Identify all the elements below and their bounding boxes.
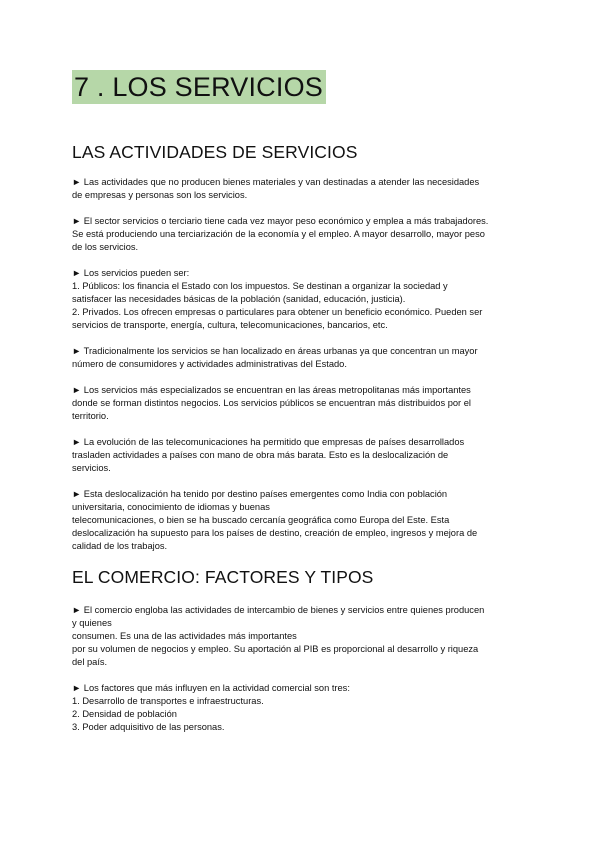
paragraph: ► Tradicionalmente los servicios se han localizado en áreas urbanas ya que concentran un mayor número de consumidores y actividades administrativas del Estado. bbox=[72, 346, 478, 369]
paragraph: ► Las actividades que no producen bienes materiales y van destinadas a atender las necesidades de empresas y personas son los servicios. bbox=[72, 177, 480, 200]
paragraph: ► Los servicios más especializados se encuentran en las áreas metropolitanas más importantes donde se forman distintos negocios. Los servicios públicos se encuentran más distribuidos por el territorio. bbox=[72, 385, 471, 421]
section-title-servicios: LAS ACTIVIDADES DE SERVICIOS bbox=[72, 142, 358, 162]
paragraph: ► El comercio engloba las actividades de intercambio de bienes y servicios entre quienes producen y quienes consumen. Es una de las actividades más importantes por su volumen de negocios y empleo. Su aportación al PIB es proporcional al desarrollo y riqueza del país. bbox=[72, 605, 485, 667]
document-page bbox=[72, 70, 532, 734]
chapter-title: 7 . LOS SERVICIOS bbox=[72, 70, 326, 104]
paragraph: ► Los factores que más influyen en la actividad comercial son tres: 1. Desarrollo de transportes e infraestructuras. 2. Densidad de población 3. Poder adquisitivo de las personas. bbox=[72, 683, 350, 732]
paragraph: ► El sector servicios o terciario tiene cada vez mayor peso económico y emplea a más trabajadores. Se está produciendo una terciarización de la economía y el empleo. A mayor desarrollo, mayor peso de los servicios. bbox=[72, 216, 489, 252]
section-title-comercio: EL COMERCIO: FACTORES Y TIPOS bbox=[72, 567, 374, 587]
paragraph: ► Los servicios pueden ser: 1. Públicos: los financia el Estado con los impuestos. Se destinan a organizar la sociedad y satisfacer las necesidades básicas de la población (sanidad, educación, justicia). 2. Privados. Los ofrecen empresas o particulares para obtener un beneficio económico. Pueden ser servicios de transporte, energía, cultura, telecomunicaciones, bancarios, etc. bbox=[72, 268, 483, 330]
paragraph: ► La evolución de las telecomunicaciones ha permitido que empresas de países desarrollados trasladen actividades a países con mano de obra más barata. Esto es la deslocalización de servicios. bbox=[72, 437, 465, 473]
paragraph: ► Esta deslocalización ha tenido por destino países emergentes como India con población universitaria, conocimiento de idiomas y buenas telecomunicaciones, o bien se ha buscado cercanía geográfica como Europa del Este. Esta deslocalización ha supuesto para los países de destino, creación de empleo, ingresos y mejora de calidad de los trabajos. bbox=[72, 489, 478, 551]
